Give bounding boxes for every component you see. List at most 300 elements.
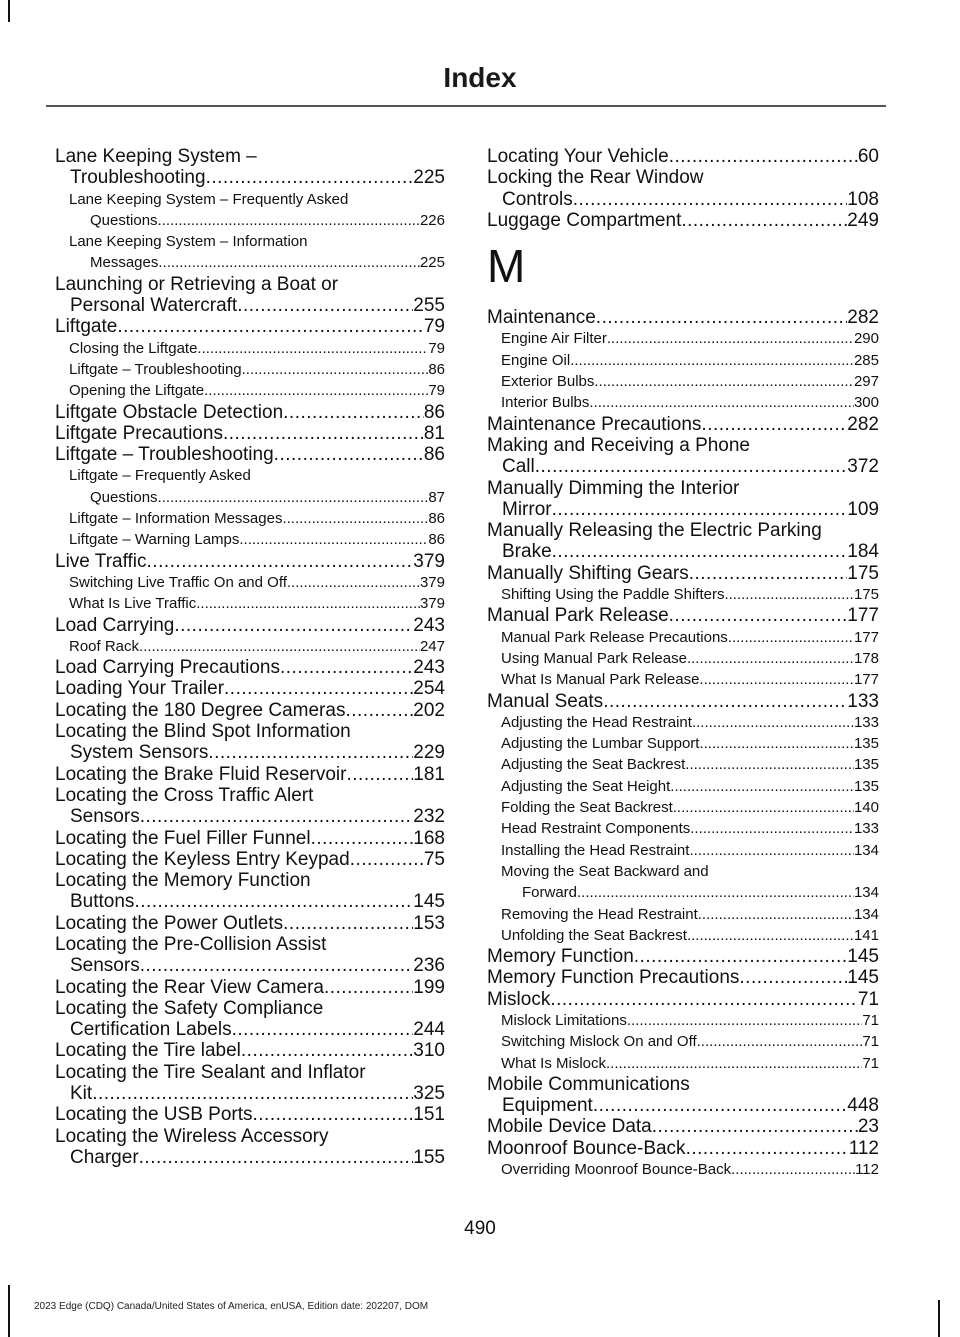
index-entry-label: Interior Bulbs [501, 394, 590, 412]
dot-leader [139, 1147, 414, 1168]
index-page-reference[interactable]: 310 [413, 1040, 445, 1062]
dot-leader [147, 551, 414, 572]
index-entry-label: Moving the Seat Backward and [501, 862, 709, 880]
index-entry-label: Locating the Wireless Accessory [55, 1125, 329, 1147]
dot-leader [634, 946, 848, 967]
index-entry [487, 307, 879, 328]
index-entry [487, 967, 879, 988]
index-entry-label: Mobile Communications [487, 1073, 690, 1095]
index-subentry [55, 338, 445, 359]
index-entry-label: Mirror [502, 498, 552, 520]
index-entry-label: Liftgate Obstacle Detection [55, 401, 284, 423]
dot-leader [627, 1010, 862, 1031]
index-page-reference[interactable]: 372 [847, 456, 879, 478]
dot-leader [282, 508, 428, 529]
dot-leader [274, 444, 424, 465]
index-entry-label: Liftgate – Troubleshooting [69, 360, 242, 378]
index-page-reference[interactable]: 145 [847, 967, 879, 989]
index-entry [55, 423, 445, 444]
index-page-reference[interactable]: 236 [413, 955, 445, 977]
index-entry [487, 1116, 879, 1137]
index-entry [487, 146, 879, 167]
dot-leader [535, 456, 848, 477]
footer-edition-note: 2023 Edge (CDQ) Canada/United States of America, enUSA, Edition date: 202207, DOM [34, 1301, 429, 1312]
index-entry-label: Adjusting the Seat Height [501, 777, 671, 795]
index-entry-label: Locating the Keyless Entry Keypad [55, 848, 350, 870]
index-page-reference[interactable]: 181 [413, 763, 445, 785]
index-page-reference[interactable]: 297 [853, 373, 879, 391]
index-entry-label: Call [502, 456, 535, 478]
dot-leader [594, 371, 854, 392]
index-entry-label: Using Manual Park Release [501, 649, 687, 667]
dot-leader [652, 1116, 858, 1137]
index-subentry [487, 328, 879, 349]
index-entry-label: Load Carrying Precautions [55, 657, 280, 679]
index-page-reference[interactable]: 175 [853, 586, 879, 604]
dot-leader [697, 1031, 863, 1052]
dot-leader [687, 925, 854, 946]
dot-leader [698, 904, 854, 925]
index-page-reference[interactable]: 243 [413, 614, 445, 636]
index-entry-label: System Sensors [70, 742, 209, 764]
index-page-reference[interactable]: 75 [423, 848, 445, 870]
dot-leader [692, 712, 854, 733]
index-entry-label: Adjusting the Lumbar Support [501, 735, 700, 753]
index-entry-label: Manual Park Release [487, 605, 669, 627]
dot-leader [669, 605, 848, 626]
index-entry-label: Sensors [70, 955, 140, 977]
index-entry-label: Engine Air Filter [501, 330, 607, 348]
index-entry-label: Locating the Rear View Camera [55, 976, 324, 998]
index-entry-label: Manual Seats [487, 690, 604, 712]
index-page-reference[interactable]: 282 [847, 413, 879, 435]
dot-leader [197, 338, 428, 359]
index-entry [487, 1074, 879, 1117]
index-entry [55, 146, 445, 189]
dot-leader [673, 797, 854, 818]
index-entry-label: Locating the Power Outlets [55, 912, 284, 934]
index-entry-label: Engine Oil [501, 351, 571, 369]
index-entry-label: Opening the Liftgate [69, 382, 205, 400]
index-page-reference[interactable]: 175 [847, 562, 879, 584]
index-subentry [487, 776, 879, 797]
index-subentry [55, 593, 445, 614]
index-entry [487, 210, 879, 231]
index-entry [487, 520, 879, 563]
dot-leader [206, 167, 414, 188]
index-page-reference[interactable]: 140 [853, 799, 879, 817]
index-entry-label: Head Restraint Components [501, 820, 691, 838]
index-page-reference[interactable]: 177 [853, 628, 879, 646]
index-page-reference[interactable]: 226 [419, 211, 445, 229]
index-page-reference[interactable]: 79 [428, 382, 445, 400]
dot-leader [603, 691, 847, 712]
index-page-reference[interactable]: 202 [413, 699, 445, 721]
index-page-reference[interactable]: 133 [853, 713, 879, 731]
index-subentry [487, 584, 879, 605]
dot-leader [669, 146, 858, 167]
dot-leader [573, 189, 848, 210]
index-page-reference[interactable]: 60 [857, 146, 879, 167]
index-subentry [55, 529, 445, 550]
index-page-reference[interactable]: 379 [419, 573, 445, 591]
index-entry [55, 657, 445, 678]
index-entry-label: Sensors [70, 806, 140, 828]
index-page-reference[interactable]: 244 [413, 1019, 445, 1041]
dot-leader [607, 328, 854, 349]
index-entry [55, 444, 445, 465]
index-page-reference[interactable]: 379 [413, 550, 445, 572]
index-entry-label: Controls [502, 188, 573, 210]
index-page-reference[interactable]: 282 [847, 307, 879, 329]
index-entry-label: Adjusting the Seat Backrest [501, 756, 686, 774]
index-subentry [487, 797, 879, 818]
index-page-reference[interactable]: 290 [853, 330, 879, 348]
dot-leader [701, 414, 847, 435]
dot-leader [552, 541, 848, 562]
index-entry [55, 913, 445, 934]
index-entry [55, 1126, 445, 1169]
index-page-reference[interactable]: 134 [853, 905, 879, 923]
dot-leader [589, 392, 854, 413]
index-entry-label: Locating the Pre-Collision Assist [55, 933, 327, 955]
index-page-reference[interactable]: 448 [847, 1095, 879, 1117]
index-page-reference[interactable]: 112 [848, 1137, 879, 1159]
index-entry [487, 563, 879, 584]
index-entry [55, 721, 445, 764]
index-entry-label: Locating the USB Ports [55, 1104, 253, 1126]
crop-mark-bottom-right [938, 1300, 940, 1337]
dot-leader [681, 210, 847, 231]
index-subentry [487, 818, 879, 839]
index-section-letter: M [487, 240, 526, 293]
index-subentry [487, 350, 879, 371]
crop-mark-top-left [8, 0, 10, 22]
index-entry-label: Forward [522, 884, 578, 902]
dot-leader [731, 1159, 855, 1180]
index-page-reference[interactable]: 325 [413, 1083, 445, 1105]
dot-leader [117, 316, 424, 337]
index-subentry [487, 1159, 879, 1180]
index-entry-label: Switching Live Traffic On and Off [69, 573, 287, 591]
dot-leader [241, 1040, 413, 1061]
index-page-reference[interactable]: 23 [857, 1116, 879, 1138]
index-entry-label: Shifting Using the Paddle Shifters [501, 586, 725, 604]
index-page-reference[interactable]: 71 [862, 1033, 879, 1051]
index-subentry [487, 861, 879, 904]
index-entry-label: Messages [90, 254, 159, 272]
index-entry-label: Manually Shifting Gears [487, 562, 689, 584]
index-entry-label: Liftgate – Frequently Asked [69, 467, 251, 485]
dot-leader [552, 499, 848, 520]
crop-mark-bottom-left [8, 1285, 10, 1337]
index-page-reference[interactable]: 177 [853, 671, 879, 689]
dot-leader [350, 849, 424, 870]
index-entry-label: Maintenance Precautions [487, 413, 702, 435]
index-entry-label: Manually Releasing the Electric Parking [487, 520, 822, 542]
index-entry-label: Lane Keeping System – Information [69, 233, 308, 251]
index-entry [55, 1040, 445, 1061]
page-title: Index [443, 62, 517, 93]
dot-leader [239, 529, 428, 550]
index-entry-label: Luggage Compartment [487, 209, 682, 231]
dot-leader [687, 648, 854, 669]
index-page-reference[interactable]: 71 [862, 1054, 879, 1072]
index-entry-label: Mobile Device Data [487, 1116, 652, 1138]
index-entry [55, 1104, 445, 1125]
index-entry-label: Liftgate – Information Messages [69, 510, 283, 528]
index-page-reference[interactable]: 153 [413, 912, 445, 934]
index-entry [487, 989, 879, 1010]
index-page-reference[interactable]: 86 [428, 360, 445, 378]
index-entry [55, 274, 445, 317]
index-entry [55, 977, 445, 998]
index-entry [55, 1062, 445, 1105]
dot-leader [577, 882, 854, 903]
page-number: 490 [464, 1218, 496, 1239]
dot-leader [606, 1053, 862, 1074]
dot-leader [223, 423, 424, 444]
index-entry-label: Liftgate – Warning Lamps [69, 531, 240, 549]
dot-leader [686, 1138, 849, 1159]
index-page-reference[interactable]: 184 [847, 541, 879, 563]
index-subentry [487, 712, 879, 733]
dot-leader [174, 615, 413, 636]
index-entry-label: Live Traffic [55, 550, 147, 572]
dot-leader [158, 252, 420, 273]
index-page-reference[interactable]: 255 [413, 295, 445, 317]
index-entry-label: Locating the Blind Spot Information [55, 721, 351, 743]
index-subentry [55, 508, 445, 529]
index-entry-label: Locating the Brake Fluid Reservoir [55, 763, 347, 785]
index-entry [55, 934, 445, 977]
index-entry-label: Adjusting the Head Restraint [501, 713, 692, 731]
index-subentry [487, 754, 879, 775]
index-entry-label: Liftgate Precautions [55, 422, 223, 444]
dot-leader [283, 913, 413, 934]
index-page-reference[interactable]: 199 [413, 976, 445, 998]
index-entry-label: Folding the Seat Backrest [501, 799, 673, 817]
dot-leader [724, 584, 854, 605]
index-entry-label: Personal Watercraft [70, 295, 238, 317]
dot-leader [689, 840, 854, 861]
dot-leader [699, 733, 854, 754]
index-entry [55, 828, 445, 849]
index-subentry [487, 1053, 879, 1074]
index-column-right [487, 146, 879, 1180]
index-page-reference[interactable]: 134 [853, 841, 879, 859]
index-entry [487, 167, 879, 210]
index-page-reference[interactable]: 229 [413, 742, 445, 764]
index-page-reference[interactable]: 86 [423, 444, 445, 466]
index-entry [487, 414, 879, 435]
dot-leader [242, 359, 429, 380]
header-divider [46, 105, 886, 107]
index-entry-label: Mislock Limitations [501, 1011, 627, 1029]
index-subentry [487, 904, 879, 925]
index-entry-label: Locating the Tire Sealant and Inflator [55, 1061, 366, 1083]
dot-leader [346, 764, 413, 785]
index-subentry [487, 669, 879, 690]
dot-leader [593, 1095, 847, 1116]
index-subentry [55, 636, 445, 657]
index-page-reference[interactable]: 141 [853, 926, 879, 944]
dot-leader [596, 307, 848, 328]
index-entry [487, 946, 879, 967]
index-page-reference[interactable]: 145 [413, 891, 445, 913]
index-entry-label: Manual Park Release Precautions [501, 628, 728, 646]
index-entry-label: Removing the Head Restraint [501, 905, 698, 923]
index-entry [55, 316, 445, 337]
index-entry-label: Load Carrying [55, 614, 175, 636]
index-entry [487, 1138, 879, 1159]
index-page-reference[interactable]: 135 [853, 735, 879, 753]
dot-leader [140, 955, 414, 976]
index-page-reference[interactable]: 133 [853, 820, 879, 838]
index-entry-label: Closing the Liftgate [69, 339, 198, 357]
index-entry [55, 764, 445, 785]
index-entry-label: Locating the Cross Traffic Alert [55, 784, 314, 806]
index-entry-label: Lane Keeping System – [55, 146, 257, 167]
dot-leader [158, 487, 429, 508]
index-entry-label: Roof Rack [69, 637, 140, 655]
index-page-reference[interactable]: 247 [419, 637, 445, 655]
index-page-reference[interactable]: 135 [853, 756, 879, 774]
dot-leader [253, 1104, 414, 1125]
dot-leader [237, 295, 413, 316]
index-page-reference[interactable]: 79 [423, 316, 445, 338]
index-subentry [487, 371, 879, 392]
index-entry [55, 849, 445, 870]
index-subentry [55, 189, 445, 232]
dot-leader [690, 818, 854, 839]
index-entry-label: Liftgate [55, 316, 118, 338]
index-page-reference[interactable]: 300 [853, 394, 879, 412]
index-entry [487, 605, 879, 626]
index-entry [55, 998, 445, 1041]
index-page-reference[interactable]: 168 [413, 827, 445, 849]
index-entry-label: Overriding Moonroof Bounce-Back [501, 1161, 732, 1179]
index-page-reference[interactable]: 71 [857, 988, 879, 1010]
index-entry [55, 870, 445, 913]
index-entry-label: Certification Labels [70, 1019, 232, 1041]
index-page-reference[interactable]: 155 [413, 1146, 445, 1168]
index-entry-label: Buttons [70, 891, 135, 913]
dot-leader [283, 402, 424, 423]
dot-leader [140, 806, 414, 827]
index-entry-label: Launching or Retrieving a Boat or [55, 273, 339, 295]
index-page-reference[interactable]: 254 [413, 678, 445, 700]
dot-leader [134, 891, 413, 912]
index-page-reference[interactable]: 178 [853, 649, 879, 667]
dot-leader [287, 572, 420, 593]
dot-leader [208, 742, 413, 763]
dot-leader [204, 380, 428, 401]
index-page-reference[interactable]: 145 [847, 946, 879, 968]
index-entry-label: Lane Keeping System – Frequently Asked [69, 190, 349, 208]
index-entry [55, 551, 445, 572]
index-page-reference[interactable]: 243 [413, 657, 445, 679]
index-entry-label: Making and Receiving a Phone [487, 434, 751, 456]
dot-leader [158, 210, 420, 231]
index-entry-label: Switching Mislock On and Off [501, 1033, 697, 1051]
index-entry-label: Manually Dimming the Interior [487, 477, 740, 499]
index-subentry [55, 380, 445, 401]
index-entry [55, 785, 445, 828]
index-page-reference[interactable]: 134 [853, 884, 879, 902]
index-entry-label: Brake [502, 541, 552, 563]
index-entry-label: Liftgate – Troubleshooting [55, 444, 274, 466]
index-entry-label: Locating Your Vehicle [487, 146, 669, 167]
index-page-reference[interactable]: 249 [847, 209, 879, 231]
index-entry-label: Kit [70, 1083, 93, 1105]
index-entry [487, 435, 879, 478]
index-page-reference[interactable]: 135 [853, 777, 879, 795]
index-column-left [55, 146, 445, 1168]
index-entry-label: Locating the Fuel Filler Funnel [55, 827, 311, 849]
index-page-reference[interactable]: 108 [847, 188, 879, 210]
index-page-reference[interactable]: 79 [428, 339, 445, 357]
index-page-reference[interactable]: 225 [419, 254, 445, 272]
dot-leader [324, 977, 413, 998]
index-page-reference[interactable]: 81 [423, 422, 445, 444]
index-entry-label: Locking the Rear Window [487, 167, 704, 189]
index-entry-label: Questions [90, 211, 158, 229]
dot-leader [92, 1083, 413, 1104]
dot-leader [196, 593, 420, 614]
index-page-reference[interactable]: 225 [413, 167, 445, 189]
dot-leader [685, 754, 854, 775]
index-page-reference[interactable]: 109 [847, 498, 879, 520]
index-entry-label: Locating the Tire label [55, 1040, 241, 1062]
index-entry-label: Installing the Head Restraint [501, 841, 690, 859]
index-subentry [55, 465, 445, 508]
index-page-reference[interactable]: 133 [847, 690, 879, 712]
index-page-reference[interactable]: 151 [413, 1104, 445, 1126]
index-page-reference[interactable]: 379 [419, 595, 445, 613]
dot-leader [570, 350, 854, 371]
index-page-reference[interactable]: 232 [413, 806, 445, 828]
index-subentry [55, 359, 445, 380]
dot-leader [670, 776, 854, 797]
index-page-reference[interactable]: 86 [423, 401, 445, 423]
index-entry-label: Maintenance [487, 307, 596, 329]
index-subentry [487, 840, 879, 861]
index-entry-label: Mislock [487, 988, 551, 1010]
index-entry-label: Unfolding the Seat Backrest [501, 926, 687, 944]
dot-leader [699, 669, 854, 690]
index-subentry [487, 1010, 879, 1031]
index-page-reference[interactable]: 71 [862, 1011, 879, 1029]
index-page-reference[interactable]: 177 [847, 605, 879, 627]
index-entry-label: Memory Function Precautions [487, 967, 740, 989]
index-subentry [487, 733, 879, 754]
index-page-reference[interactable]: 86 [428, 510, 445, 528]
index-page-reference[interactable]: 87 [428, 488, 445, 506]
index-entry [487, 691, 879, 712]
index-page-reference[interactable]: 112 [855, 1161, 879, 1179]
index-entry-label: What Is Manual Park Release [501, 671, 700, 689]
index-subentry [487, 627, 879, 648]
index-entry-label: Locating the 180 Degree Cameras [55, 699, 346, 721]
index-page-reference[interactable]: 86 [428, 531, 445, 549]
index-entry-label: Moonroof Bounce-Back [487, 1137, 686, 1159]
dot-leader [139, 636, 420, 657]
index-entry-label: Exterior Bulbs [501, 373, 595, 391]
dot-leader [311, 828, 414, 849]
index-page-reference[interactable]: 285 [853, 351, 879, 369]
dot-leader [689, 563, 848, 584]
